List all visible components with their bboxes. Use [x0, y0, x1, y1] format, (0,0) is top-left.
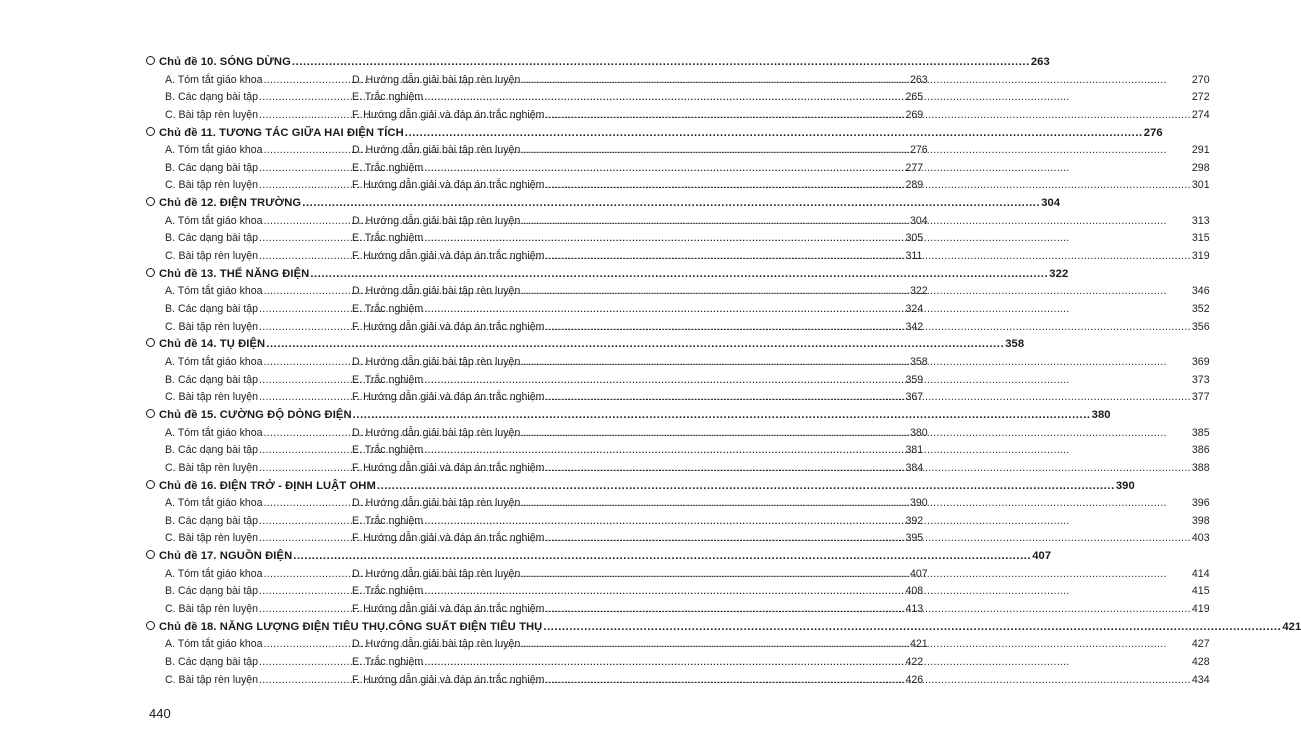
entry-label: D. Hướng dẫn giải bài tập rèn luyện [352, 638, 521, 651]
entry-page-number: 385 [1191, 426, 1210, 439]
entry-page-number: 263 [909, 73, 928, 86]
entry-label: C. Bài tập rèn luyện [165, 532, 259, 545]
entry-page-number: 392 [905, 514, 924, 527]
circle-bullet-icon [146, 197, 155, 206]
dot-leader [521, 354, 1191, 372]
entry-label: B. Các dạng bài tập [165, 585, 259, 598]
entry-page-number: 414 [1191, 567, 1210, 580]
chapter-title: Chủ đề 11. TƯƠNG TÁC GIỮA HAI ĐIỆN TÍCH [159, 126, 404, 139]
entry-label: E. Trắc nghiệm [352, 585, 424, 598]
page-number: 440 [149, 706, 171, 721]
circle-bullet-icon [146, 56, 155, 65]
subsection-grid [146, 283, 1210, 336]
dot-leader [424, 301, 1191, 319]
toc-entry[interactable] [352, 72, 1210, 90]
entry-label: A. Tóm tắt giáo khoa [165, 638, 263, 651]
entry-page-number: 319 [1191, 249, 1210, 262]
entry-page-number: 421 [909, 638, 928, 651]
entry-page-number: 356 [1191, 320, 1210, 333]
subsection-column-right [352, 636, 1210, 689]
toc-entry[interactable] [352, 460, 1210, 478]
entry-page-number: 384 [905, 461, 924, 474]
chapter-title: Chủ đề 17. NGUỒN ĐIỆN [159, 550, 293, 563]
entry-page-number: 272 [1191, 91, 1210, 104]
toc-entry[interactable] [352, 442, 1210, 460]
toc-entry[interactable] [352, 672, 1210, 690]
entry-page-number: 276 [909, 144, 928, 157]
dot-leader [521, 495, 1191, 513]
entry-page-number: 304 [909, 214, 928, 227]
subsection-grid [146, 495, 1210, 548]
entry-page-number: 367 [905, 391, 924, 404]
dot-leader [521, 142, 1191, 160]
circle-bullet-icon [146, 621, 155, 630]
entry-page-number: 395 [905, 532, 924, 545]
entry-label: E. Trắc nghiệm [352, 373, 424, 386]
entry-page-number: 265 [905, 91, 924, 104]
dot-leader [521, 283, 1191, 301]
entry-label: C. Bài tập rèn luyện [165, 673, 259, 686]
entry-label: C. Bài tập rèn luyện [165, 249, 259, 262]
entry-label: B. Các dạng bài tập [165, 655, 259, 668]
entry-label: D. Hướng dẫn giải bài tập rèn luyện [352, 144, 521, 157]
toc-entry[interactable] [352, 601, 1210, 619]
entry-page-number: 377 [1191, 391, 1210, 404]
entry-page-number: 380 [909, 426, 928, 439]
entry-label: B. Các dạng bài tập [165, 161, 259, 174]
entry-page-number: 390 [909, 497, 928, 510]
chapter-page-number: 421 [1282, 620, 1301, 633]
entry-page-number: 434 [1191, 673, 1210, 686]
entry-label: C. Bài tập rèn luyện [165, 108, 259, 121]
entry-page-number: 419 [1191, 602, 1210, 615]
entry-label: E. Trắc nghiệm [352, 232, 424, 245]
entry-label: F. Hướng dẫn giải và đáp án trắc nghiệm [352, 179, 545, 192]
entry-page-number: 381 [905, 444, 924, 457]
entry-label: A. Tóm tắt giáo khoa [165, 426, 263, 439]
dot-leader [545, 389, 1190, 407]
entry-page-number: 352 [1191, 302, 1210, 315]
subsection-grid [146, 566, 1210, 619]
entry-label: F. Hướng dẫn giải và đáp án trắc nghiệm [352, 108, 545, 121]
entry-page-number: 403 [1191, 532, 1210, 545]
entry-label: F. Hướng dẫn giải và đáp án trắc nghiệm [352, 391, 545, 404]
entry-page-number: 396 [1191, 497, 1210, 510]
entry-page-number: 359 [905, 373, 924, 386]
circle-bullet-icon [146, 550, 155, 559]
dot-leader [545, 601, 1190, 619]
dot-leader [521, 72, 1191, 90]
chapter-section [146, 336, 1210, 407]
entry-label: A. Tóm tắt giáo khoa [165, 497, 263, 510]
entry-label: E. Trắc nghiệm [352, 444, 424, 457]
entry-label: A. Tóm tắt giáo khoa [165, 355, 263, 368]
entry-page-number: 413 [905, 602, 924, 615]
table-of-contents [146, 54, 1301, 689]
dot-leader [292, 54, 1030, 72]
dot-leader [424, 442, 1191, 460]
entry-page-number: 428 [1191, 655, 1210, 668]
chapter-title: Chủ đề 14. TỤ ĐIỆN [159, 338, 266, 351]
dot-leader [424, 513, 1191, 531]
dot-leader [543, 619, 1281, 637]
entry-page-number: 422 [905, 655, 924, 668]
entry-label: B. Các dạng bài tập [165, 302, 259, 315]
entry-page-number: 311 [905, 249, 923, 262]
chapter-heading[interactable] [146, 54, 1050, 72]
entry-page-number: 305 [905, 232, 924, 245]
dot-leader [293, 548, 1031, 566]
chapter-section [146, 478, 1210, 549]
entry-page-number: 398 [1191, 514, 1210, 527]
toc-entry[interactable] [352, 319, 1210, 337]
entry-label: D. Hướng dẫn giải bài tập rèn luyện [352, 285, 521, 298]
chapter-title: Chủ đề 10. SÓNG DỪNG [159, 56, 291, 68]
toc-entry[interactable] [352, 530, 1210, 548]
toc-entry[interactable] [352, 566, 1210, 584]
dot-leader [266, 336, 1004, 354]
entry-label: B. Các dạng bài tập [165, 91, 259, 104]
entry-page-number: 386 [1191, 444, 1210, 457]
chapter-section [146, 548, 1210, 619]
entry-label: E. Trắc nghiệm [352, 91, 424, 104]
entry-label: C. Bài tập rèn luyện [165, 602, 259, 615]
chapter-title: Chủ đề 18. NĂNG LƯỢNG ĐIỆN TIÊU THỤ.CÔNG SUẤT ĐIỆN TIÊU THỤ [159, 620, 543, 633]
entry-label: F. Hướng dẫn giải và đáp án trắc nghiệm [352, 673, 545, 686]
circle-bullet-icon [146, 480, 155, 489]
dot-leader [545, 460, 1190, 478]
subsection-column-right [352, 72, 1210, 125]
entry-page-number: 315 [1191, 232, 1210, 245]
subsection-grid [146, 425, 1210, 478]
chapter-title: Chủ đề 13. THẾ NĂNG ĐIỆN [159, 267, 310, 280]
entry-page-number: 270 [1191, 73, 1210, 86]
dot-leader [521, 213, 1191, 231]
entry-label: A. Tóm tắt giáo khoa [165, 567, 263, 580]
chapter-title: Chủ đề 16. ĐIỆN TRỞ - ĐỊNH LUẬT OHM [159, 479, 376, 492]
chapter-heading[interactable] [146, 478, 1135, 496]
toc-entry[interactable] [352, 248, 1210, 266]
entry-page-number: 408 [905, 585, 924, 598]
entry-page-number: 274 [1191, 108, 1210, 121]
chapter-section [146, 266, 1210, 337]
entry-page-number: 342 [905, 320, 924, 333]
entry-page-number: 269 [905, 108, 924, 121]
subsection-grid [146, 72, 1210, 125]
entry-page-number: 277 [905, 161, 924, 174]
dot-leader [424, 230, 1191, 248]
entry-label: A. Tóm tắt giáo khoa [165, 285, 263, 298]
toc-entry[interactable] [352, 142, 1210, 160]
chapter-section [146, 619, 1301, 690]
entry-label: B. Các dạng bài tập [165, 373, 259, 386]
chapter-heading[interactable] [146, 266, 1069, 284]
toc-entry[interactable] [352, 583, 1210, 601]
circle-bullet-icon [146, 409, 155, 418]
entry-label: D. Hướng dẫn giải bài tập rèn luyện [352, 497, 521, 510]
entry-page-number: 301 [1191, 179, 1210, 192]
circle-bullet-icon [146, 268, 155, 277]
entry-page-number: 346 [1191, 285, 1210, 298]
dot-leader [310, 266, 1048, 284]
entry-label: C. Bài tập rèn luyện [165, 179, 259, 192]
chapter-page-number: 390 [1115, 479, 1135, 492]
entry-label: D. Hướng dẫn giải bài tập rèn luyện [352, 426, 521, 439]
toc-entry[interactable] [352, 301, 1210, 319]
entry-page-number: 291 [1191, 144, 1210, 157]
chapter-heading[interactable] [146, 548, 1052, 566]
entry-label: B. Các dạng bài tập [165, 444, 259, 457]
entry-label: D. Hướng dẫn giải bài tập rèn luyện [352, 73, 521, 86]
entry-page-number: 373 [1191, 373, 1210, 386]
chapter-heading[interactable] [146, 336, 1025, 354]
entry-page-number: 289 [905, 179, 924, 192]
subsection-column-right [352, 495, 1210, 548]
entry-page-number: 426 [905, 673, 924, 686]
entry-label: D. Hướng dẫn giải bài tập rèn luyện [352, 567, 521, 580]
chapter-heading[interactable] [146, 195, 1061, 213]
dot-leader [405, 125, 1143, 143]
dot-leader [521, 636, 1191, 654]
entry-label: F. Hướng dẫn giải và đáp án trắc nghiệm [352, 249, 545, 262]
dot-leader [302, 195, 1040, 213]
chapter-page-number: 276 [1143, 126, 1163, 139]
toc-entry[interactable] [352, 495, 1210, 513]
toc-entry[interactable] [352, 160, 1210, 178]
chapter-page-number: 358 [1005, 338, 1025, 351]
circle-bullet-icon [146, 338, 155, 347]
entry-label: C. Bài tập rèn luyện [165, 391, 259, 404]
circle-bullet-icon [146, 127, 155, 136]
toc-entry[interactable] [352, 213, 1210, 231]
entry-page-number: 427 [1191, 638, 1210, 651]
toc-entry[interactable] [352, 654, 1210, 672]
dot-leader [545, 530, 1190, 548]
entry-page-number: 358 [909, 355, 928, 368]
dot-leader [424, 89, 1191, 107]
entry-page-number: 415 [1191, 585, 1210, 598]
entry-page-number: 369 [1191, 355, 1210, 368]
chapter-title: Chủ đề 15. CƯỜNG ĐỘ DÒNG ĐIỆN [159, 408, 352, 421]
toc-entry[interactable] [352, 372, 1210, 390]
subsection-grid [146, 213, 1210, 266]
entry-label: E. Trắc nghiệm [352, 161, 424, 174]
entry-page-number: 313 [1191, 214, 1210, 227]
dot-leader [424, 654, 1191, 672]
chapter-page-number: 380 [1091, 408, 1111, 421]
entry-label: B. Các dạng bài tập [165, 232, 259, 245]
entry-label: F. Hướng dẫn giải và đáp án trắc nghiệm [352, 532, 545, 545]
dot-leader [521, 425, 1191, 443]
dot-leader [521, 566, 1191, 584]
dot-leader [424, 160, 1191, 178]
subsection-column-right [352, 213, 1210, 266]
toc-entry[interactable] [352, 389, 1210, 407]
dot-leader [545, 107, 1190, 125]
chapter-section [146, 195, 1210, 266]
entry-label: A. Tóm tắt giáo khoa [165, 73, 263, 86]
subsection-column-right [352, 283, 1210, 336]
dot-leader [545, 319, 1190, 337]
chapter-title: Chủ đề 12. ĐIỆN TRƯỜNG [159, 197, 302, 210]
subsection-grid [146, 354, 1210, 407]
entry-label: E. Trắc nghiệm [352, 655, 424, 668]
chapter-section [146, 125, 1210, 196]
entry-label: E. Trắc nghiệm [352, 514, 424, 527]
entry-label: C. Bài tập rèn luyện [165, 320, 259, 333]
entry-page-number: 407 [909, 567, 928, 580]
dot-leader [353, 407, 1091, 425]
chapter-section [146, 407, 1210, 478]
chapter-page-number: 263 [1030, 56, 1050, 68]
entry-label: B. Các dạng bài tập [165, 514, 259, 527]
dot-leader [377, 478, 1115, 496]
entry-label: D. Hướng dẫn giải bài tập rèn luyện [352, 355, 521, 368]
subsection-column-right [352, 566, 1210, 619]
subsection-grid [146, 636, 1210, 689]
chapter-page-number: 407 [1032, 550, 1052, 563]
toc-entry[interactable] [352, 513, 1210, 531]
dot-leader [545, 248, 1190, 266]
subsection-column-right [352, 354, 1210, 407]
toc-entry[interactable] [352, 636, 1210, 654]
subsection-column-right [352, 425, 1210, 478]
dot-leader [545, 672, 1190, 690]
toc-entry[interactable] [352, 177, 1210, 195]
chapter-page-number: 304 [1041, 197, 1061, 210]
chapter-heading[interactable] [146, 407, 1111, 425]
entry-page-number: 298 [1191, 161, 1210, 174]
toc-entry[interactable] [352, 283, 1210, 301]
chapter-heading[interactable] [146, 125, 1163, 143]
entry-page-number: 388 [1191, 461, 1210, 474]
entry-label: F. Hướng dẫn giải và đáp án trắc nghiệm [352, 461, 545, 474]
entry-label: D. Hướng dẫn giải bài tập rèn luyện [352, 214, 521, 227]
entry-label: C. Bài tập rèn luyện [165, 461, 259, 474]
entry-label: E. Trắc nghiệm [352, 302, 424, 315]
dot-leader [545, 177, 1190, 195]
entry-label: A. Tóm tắt giáo khoa [165, 144, 263, 157]
toc-entry[interactable] [352, 107, 1210, 125]
entry-page-number: 322 [909, 285, 928, 298]
toc-entry[interactable] [352, 230, 1210, 248]
chapter-section [146, 54, 1210, 125]
chapter-page-number: 322 [1049, 267, 1069, 280]
toc-entry[interactable] [352, 89, 1210, 107]
subsection-column-right [352, 142, 1210, 195]
entry-label: F. Hướng dẫn giải và đáp án trắc nghiệm [352, 602, 545, 615]
entry-page-number: 324 [905, 302, 924, 315]
toc-entry[interactable] [352, 354, 1210, 372]
entry-label: F. Hướng dẫn giải và đáp án trắc nghiệm [352, 320, 545, 333]
toc-entry[interactable] [352, 425, 1210, 443]
subsection-grid [146, 142, 1210, 195]
chapter-heading[interactable] [146, 619, 1301, 637]
dot-leader [424, 372, 1191, 390]
dot-leader [424, 583, 1191, 601]
entry-label: A. Tóm tắt giáo khoa [165, 214, 263, 227]
